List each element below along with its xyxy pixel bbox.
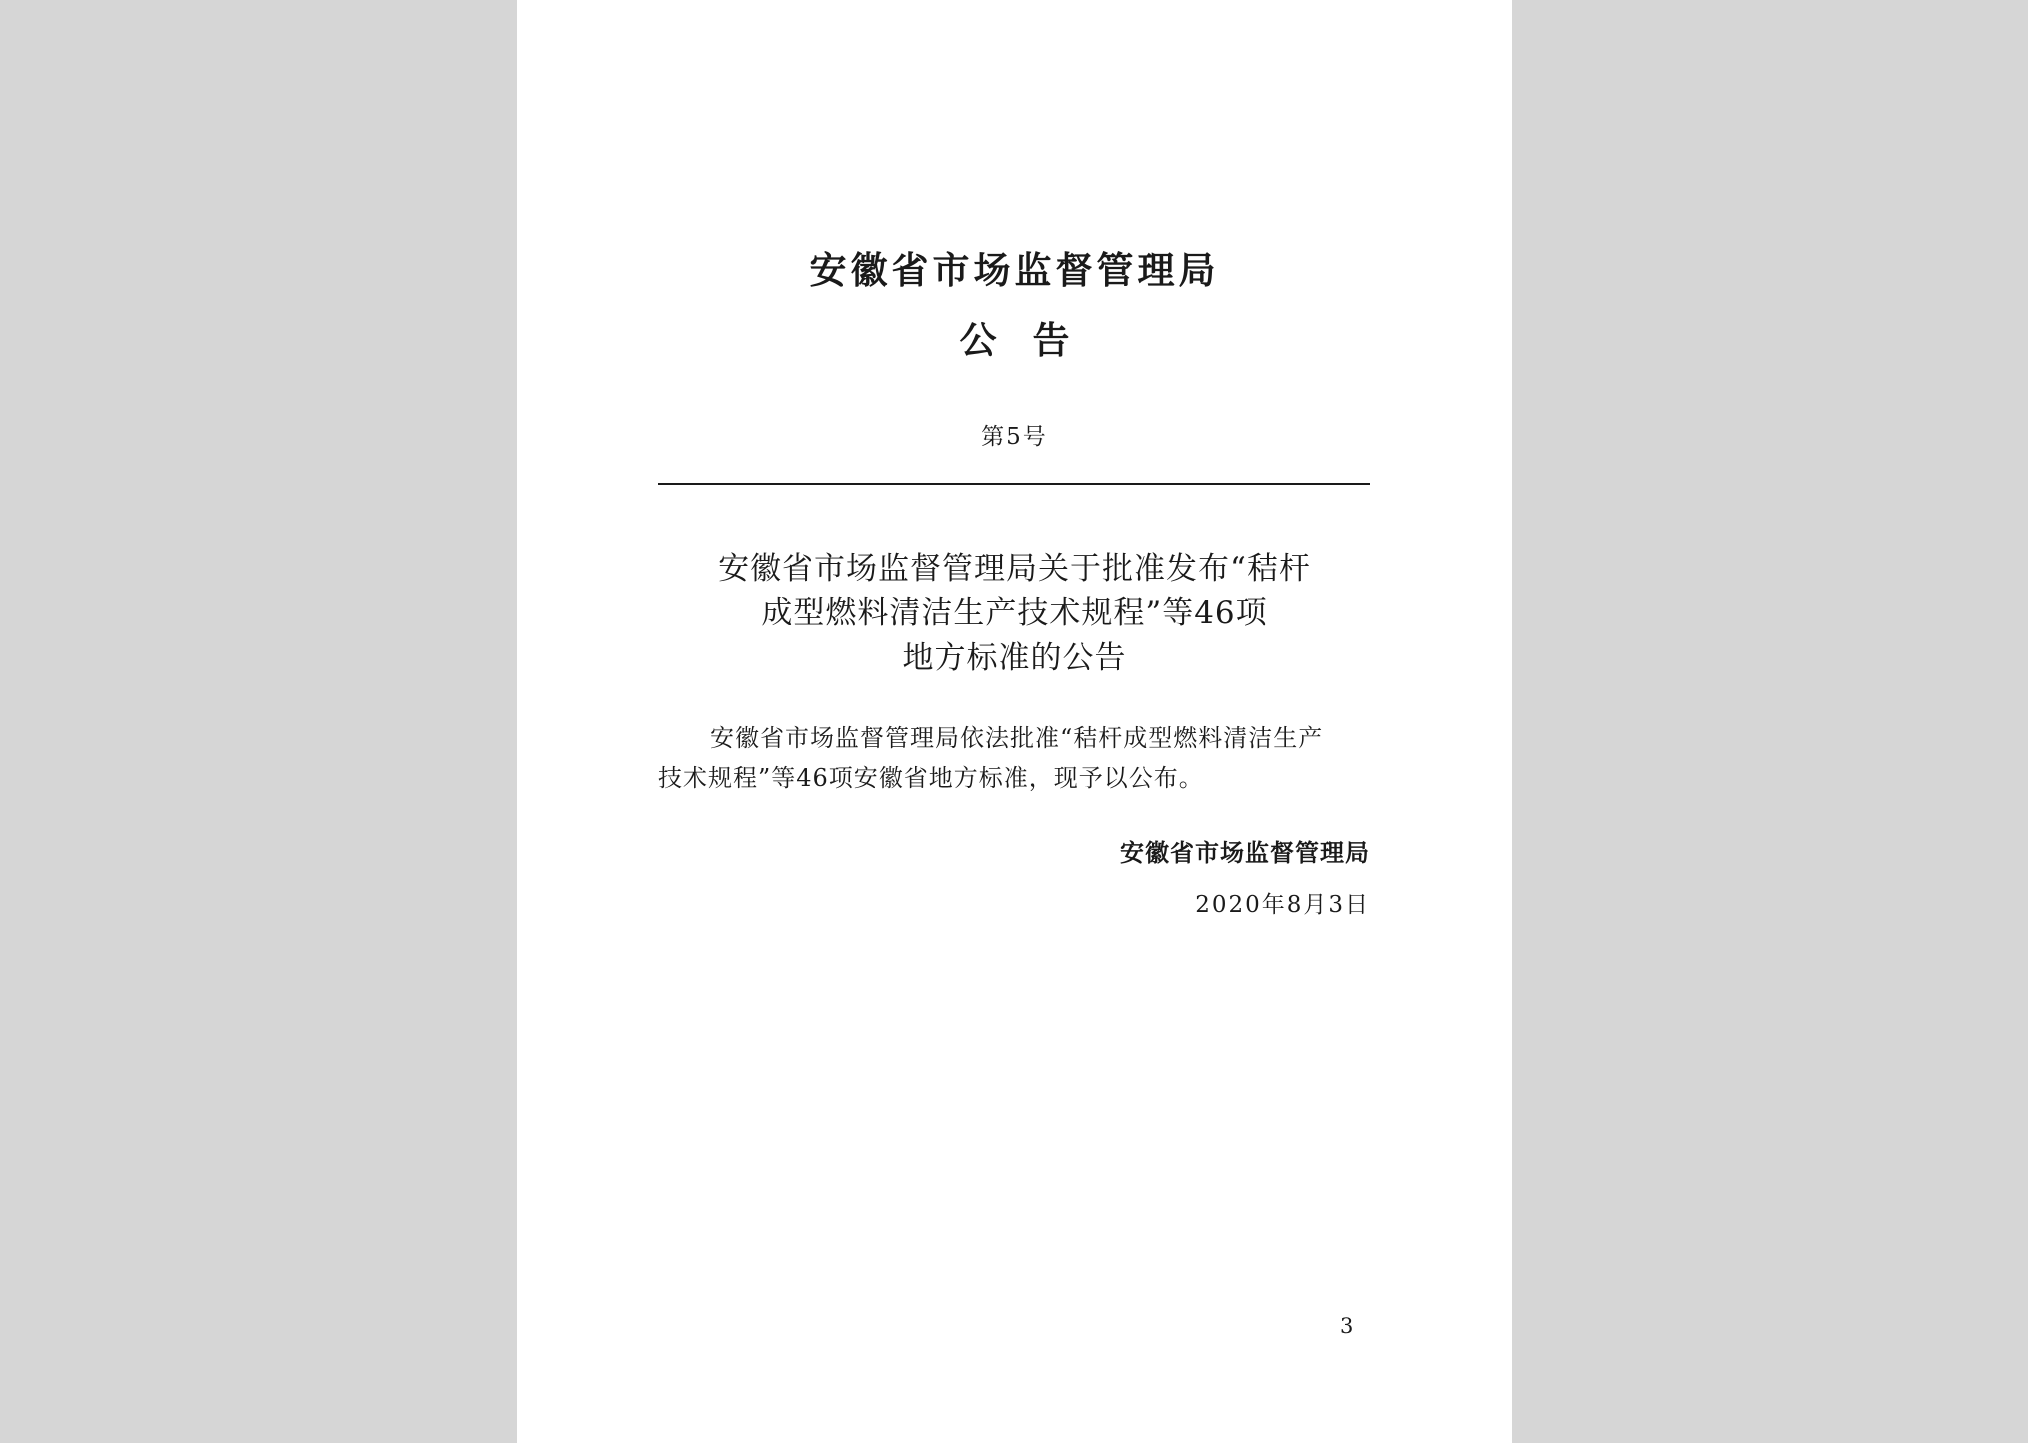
notice-title: 公告 (959, 319, 1106, 362)
signature-org: 安徽省市场监督管理局 (1120, 839, 1370, 867)
org-title: 安徽省市场监督管理局 (809, 249, 1220, 292)
body-line-1: 安徽省市场监督管理局依法批准“秸杆成型燃料清洁生产 (710, 724, 1324, 752)
doc-number: 第5号 (981, 424, 1048, 450)
header-rule (658, 483, 1370, 485)
subject-line-3: 地方标准的公告 (902, 640, 1127, 676)
document-page (517, 0, 1512, 1443)
subject-line-1: 安徽省市场监督管理局关于批准发布“秸杆 (718, 551, 1311, 587)
body-line-2: 技术规程”等46项安徽省地方标准，现予以公布。 (658, 764, 1204, 792)
signature-date: 2020年8月3日 (1195, 892, 1370, 918)
page-number: 3 (1340, 1314, 1354, 1338)
subject-line-2: 成型燃料清洁生产技术规程”等46项 (761, 595, 1268, 631)
